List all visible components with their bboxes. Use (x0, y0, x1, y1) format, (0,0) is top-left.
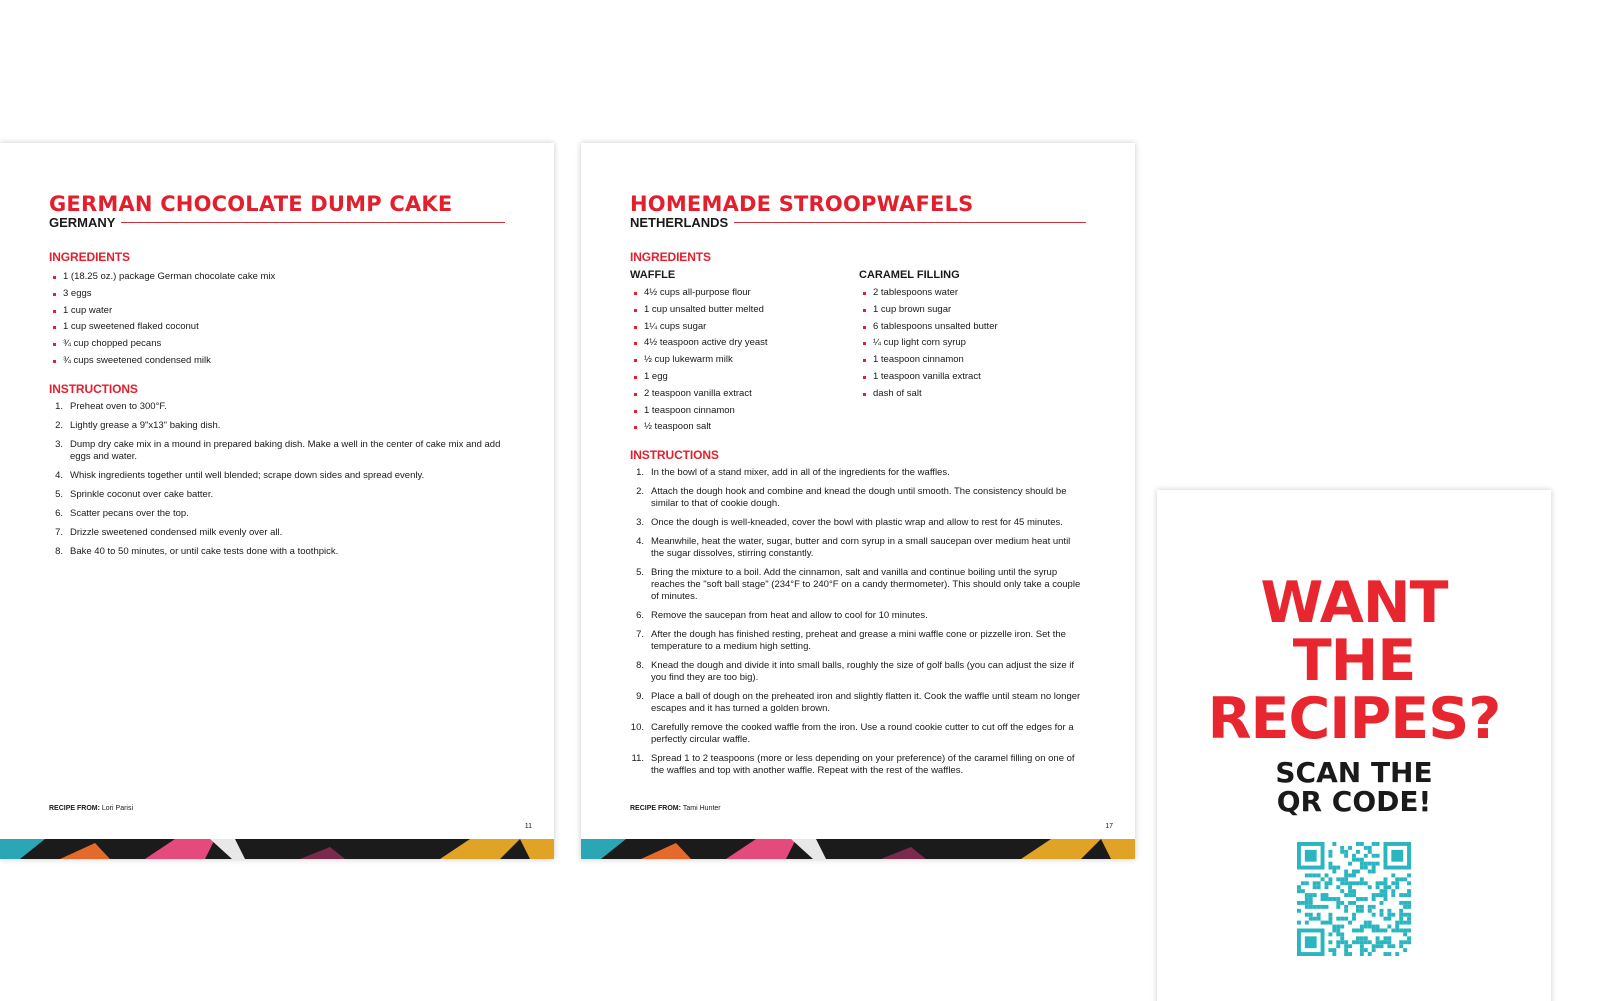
ingredients-columns (630, 269, 1086, 436)
ingredient-item: 2 tablespoons water (859, 285, 1086, 302)
step-text: Lightly grease a 9"x13" baking dish. (70, 419, 221, 431)
step-text: Place a ball of dough on the preheated iron and slightly flatten it. Cook the waffle until steam no longer escapes and it has turned a golden brown. (651, 691, 1081, 715)
page-number: 11 (524, 823, 532, 830)
recipe-content (630, 193, 1086, 784)
recipe-author: Lori Parisi (101, 805, 134, 812)
waffle-heading: WAFFLE (630, 269, 676, 281)
step-text: After the dough has finished resting, preheat and grease a mini waffle cone or pizzelle iron. Set the temperature to a medium high setting. (651, 629, 1066, 653)
ingredient-item: 4½ cups all-purpose flour (630, 285, 859, 302)
ingredient-item: 6 tablespoons unsalted butter (859, 319, 1086, 336)
instruction-step (630, 753, 1086, 777)
instruction-step (630, 722, 1086, 746)
page-number: 17 (1105, 823, 1113, 830)
recipe-from-label: RECIPE FROM: (49, 805, 100, 812)
step-text: Bring the mixture to a boil. Add the cinnamon, salt and vanilla and continue boiling until the syrup reaches the "soft ball stage" (234°F to 240°F on a candy thermometer). This should only take a couple of minutes. (651, 567, 1081, 603)
promo-headline-line3: RECIPES? (1207, 686, 1501, 752)
instruction-step (630, 486, 1086, 510)
recipe-country: GERMANY (49, 215, 116, 230)
recipe-page-german-chocolate (0, 143, 554, 859)
ingredient-item: 1 cup brown sugar (859, 302, 1086, 319)
ingredient-item: 1 teaspoon vanilla extract (859, 369, 1086, 386)
waffle-column (630, 269, 859, 436)
instructions-heading: INSTRUCTIONS (630, 448, 719, 463)
ingredient-item: 1 cup water (49, 303, 505, 320)
instruction-step (630, 517, 1086, 529)
recipe-author: Tami Hunter (682, 805, 721, 812)
instruction-step (49, 420, 505, 432)
instructions-list (630, 467, 1086, 777)
step-text: Whisk ingredients together until well blended; scrape down sides and spread evenly. (70, 469, 425, 481)
recipe-content (49, 193, 505, 565)
instruction-step (49, 546, 505, 558)
step-number: 5. (55, 488, 63, 500)
step-number: 8. (636, 660, 644, 672)
step-number: 6. (636, 610, 644, 622)
step-text: Carefully remove the cooked waffle from the iron. Use a round cookie cutter to cut off the edges for a perfectly circular waffle. (651, 722, 1074, 746)
instructions-list (49, 401, 505, 558)
step-number: 7. (55, 526, 63, 538)
instruction-step (49, 527, 505, 539)
qr-code-icon[interactable] (1297, 842, 1411, 956)
step-number: 1. (55, 400, 63, 412)
recipe-credit (630, 805, 721, 812)
title-divider (121, 222, 505, 223)
instruction-step (630, 467, 1086, 479)
step-text: Attach the dough hook and combine and knead the dough until smooth. The consistency should be similar to that of cookie dough. (651, 486, 1067, 510)
ingredient-item: ½ teaspoon salt (630, 419, 859, 436)
recipe-country: NETHERLANDS (630, 215, 729, 230)
step-text: Drizzle sweetened condensed milk evenly over all. (70, 526, 283, 538)
scan-prompt-line2: QR CODE! (1276, 785, 1432, 818)
ingredient-item: 1 cup unsalted butter melted (630, 302, 859, 319)
recipe-title: GERMAN CHOCOLATE DUMP CAKE (49, 192, 453, 216)
ingredient-item: 1 cup sweetened flaked coconut (49, 319, 505, 336)
step-text: Meanwhile, heat the water, sugar, butter and corn syrup in a small saucepan over medium heat until the sugar dissolves, stirring constantly. (651, 536, 1071, 560)
step-text: Preheat oven to 300°F. (70, 400, 167, 412)
step-text: Spread 1 to 2 teaspoons (more or less depending on your preference) of the caramel filling on one of the waffles and top with another waffle. Repeat with the rest of the waffles. (651, 753, 1075, 777)
step-text: In the bowl of a stand mixer, add in all of the ingredients for the waffles. (651, 467, 950, 479)
step-number: 2. (636, 486, 644, 498)
step-number: 6. (55, 507, 63, 519)
ingredient-item: dash of salt (859, 386, 1086, 403)
decorative-pattern-strip (581, 839, 1135, 859)
step-text: Bake 40 to 50 minutes, or until cake tests done with a toothpick. (70, 545, 339, 557)
step-number: 7. (636, 629, 644, 641)
step-text: Once the dough is well-kneaded, cover the bowl with plastic wrap and allow to rest for 45 minutes. (651, 517, 1063, 529)
ingredient-item: 1 teaspoon cinnamon (630, 403, 859, 420)
instruction-step (630, 567, 1086, 603)
step-number: 10. (630, 722, 644, 734)
ingredient-item: ¼ cup light corn syrup (859, 335, 1086, 352)
step-text: Sprinkle coconut over cake batter. (70, 488, 214, 500)
step-text: Knead the dough and divide it into small balls, roughly the size of golf balls (you can adjust the size if you find they are too big). (651, 660, 1075, 684)
promo-headline-line1: WANT (1260, 570, 1448, 636)
ingredient-item: 4½ teaspoon active dry yeast (630, 335, 859, 352)
ingredient-item: 1¼ cups sugar (630, 319, 859, 336)
instruction-step (630, 691, 1086, 715)
recipe-credit (49, 805, 133, 812)
recipe-page-stroopwafels (581, 143, 1135, 859)
step-number: 11. (631, 753, 644, 765)
country-row (630, 215, 1086, 230)
instruction-step (630, 660, 1086, 684)
promo-text (1157, 570, 1551, 818)
step-number: 2. (55, 419, 63, 431)
instruction-step (49, 489, 505, 501)
instruction-step (630, 610, 1086, 622)
ingredient-item: ¾ cups sweetened condensed milk (49, 353, 505, 370)
recipe-from-label: RECIPE FROM: (630, 805, 681, 812)
step-number: 5. (636, 567, 644, 579)
ingredients-list (49, 269, 505, 370)
ingredient-item: 1 (18.25 oz.) package German chocolate cake mix (49, 269, 505, 286)
country-row (49, 215, 505, 230)
ingredient-item: 3 eggs (49, 286, 505, 303)
promo-headline-line2: THE (1292, 628, 1416, 694)
instruction-step (49, 470, 505, 482)
ingredient-item: 2 teaspoon vanilla extract (630, 386, 859, 403)
instruction-step (49, 401, 505, 413)
ingredient-item: ½ cup lukewarm milk (630, 352, 859, 369)
ingredient-item: 1 egg (630, 369, 859, 386)
title-divider (734, 222, 1086, 223)
decorative-pattern-strip (0, 839, 554, 859)
step-number: 4. (636, 536, 644, 548)
qr-promo-card (1157, 490, 1551, 1001)
step-number: 4. (55, 469, 63, 481)
step-number: 3. (55, 438, 63, 450)
caramel-heading: CARAMEL FILLING (859, 269, 960, 281)
recipe-title: HOMEMADE STROOPWAFELS (630, 192, 974, 216)
instruction-step (630, 536, 1086, 560)
instruction-step (49, 508, 505, 520)
waffle-ingredients-list (630, 285, 859, 436)
instructions-heading: INSTRUCTIONS (49, 381, 138, 396)
step-text: Scatter pecans over the top. (70, 507, 189, 519)
step-number: 8. (55, 545, 63, 557)
caramel-ingredients-list (859, 285, 1086, 403)
ingredient-item: ¾ cup chopped pecans (49, 336, 505, 353)
step-number: 1. (636, 467, 644, 479)
step-text: Remove the saucepan from heat and allow to cool for 10 minutes. (651, 610, 928, 622)
ingredients-heading: INGREDIENTS (630, 250, 711, 264)
instruction-step (630, 629, 1086, 653)
ingredients-heading: INGREDIENTS (49, 250, 130, 264)
ingredient-item: 1 teaspoon cinnamon (859, 352, 1086, 369)
step-number: 9. (636, 691, 644, 703)
caramel-column (859, 269, 1086, 436)
step-text: Dump dry cake mix in a mound in prepared baking dish. Make a well in the center of cake mix and add eggs and water. (70, 438, 501, 462)
instruction-step (49, 439, 505, 463)
scan-prompt-line1: SCAN THE (1275, 756, 1433, 789)
step-number: 3. (636, 517, 644, 529)
